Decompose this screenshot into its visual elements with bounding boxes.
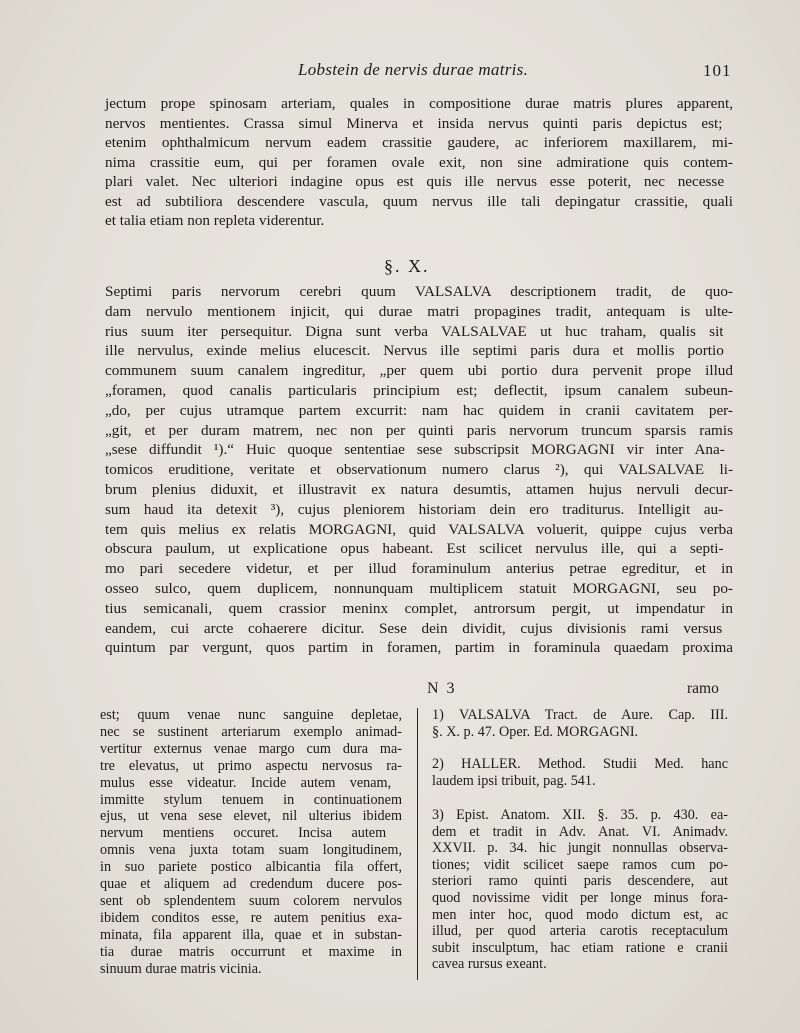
footnote-line: steriori ramo quinti paris descendere, aut: [432, 873, 728, 890]
text-line: tem quis melius ex relatis MORGAGNI, quid VALSALVA voluerit, quippe cujus verba: [105, 520, 733, 538]
continuation-line: vertitur externus venae margo cum dura ma-: [100, 740, 402, 757]
text-line: „sese diffundit ¹).“ Huic quoque sententiae sese subscripsit MORGAGNI vir inter Ana-: [105, 441, 725, 459]
text-line: „git, et per duram matrem, nec non per quinti paris nervorum truncum sparsis ramis: [105, 421, 733, 439]
signature-mark: N 3: [427, 680, 457, 697]
text-line: eandem, cui arcte cohaerere dicitur. Sese dein dividit, cujus divisionis rami versus: [105, 619, 723, 637]
column-divider: [417, 708, 418, 980]
footnote-line: laudem ipsi tribuit, pag. 541.: [432, 772, 596, 789]
continuation-line: tre elevatus, ut primo aspectu nervosus ra-: [100, 757, 402, 774]
footnote-line: tiones; vidit scilicet saepe ramos cum po-: [432, 856, 728, 873]
continuation-line: nervum mentiens occuret. Incisa autem: [100, 825, 387, 842]
text-line: osseo sulco, quem duplicem, nonnunquam multiplicem statuit MORGAGNI, seu po-: [105, 580, 733, 597]
text-line: brum plenius diduxit, et illustravit ex natura desumtis, attamen hujus nervuli decur-: [105, 481, 733, 498]
text-line: tius semicanali, quem crassior meninx complet, antrorsum pergit, ut impendatur in: [105, 599, 733, 617]
text-line: et talia etiam non repleta viderentur.: [105, 212, 325, 229]
section-heading: §. X.: [384, 256, 430, 276]
text-line: nima crassitie eum, qui per foramen ovale exit, non sine admiratione quis contem-: [105, 153, 733, 171]
running-head: [0, 60, 800, 84]
footnote-line: illud, per quod arteria carotis receptaculum: [432, 923, 728, 940]
text-line: obscura paulum, ut explicatione opus habeant. Est scilicet nervulus ille, qui a septi-: [105, 540, 724, 558]
catchword: ramo: [687, 680, 719, 697]
footnote-line: §. X. p. 47. Oper. Ed. MORGAGNI.: [432, 723, 639, 740]
continuation-line: est; quum venae nunc sanguine depletae,: [100, 707, 402, 723]
running-title: Lobstein de nervis durae matris.: [298, 60, 529, 79]
footnote-line: subit insculptum, hac etiam ratione e cranii: [432, 939, 728, 956]
continuation-line: sinuum durae matris vicinia.: [100, 960, 262, 977]
footnote-line: cavea rursus exeant.: [432, 956, 547, 973]
page-number: 101: [703, 61, 732, 80]
text-line: sum haud ita detexit ³), cujus pleniorem historiam dein ero traditurus. Intelligit au-: [105, 500, 724, 518]
text-line: tomicos eruditione, veritate et observationum numero clarus ²), qui VALSALVAE li-: [105, 461, 733, 479]
continuation-line: ibidem conditos esse, re autem penitius exa-: [100, 909, 402, 926]
continuation-line: quae et aliquem ad credendum ducere pos-: [100, 876, 402, 892]
text-line: communem suum canalem ingreditur, „per quem ubi portio dura pervenit prope illud: [105, 362, 733, 380]
continuation-line: sent ob splendentem suum colorem nervulos: [100, 892, 402, 909]
text-line: Septimi paris nervorum cerebri quum VALSALVA descriptionem tradit, de quo-: [105, 283, 733, 300]
continuation-line: nec se sustinent arteriarum exemplo animad-: [100, 723, 402, 740]
text-line: ille nervulus, exinde melius elucescit. Nervus ille septimi paris dura et mollis portio: [105, 342, 724, 360]
continuation-line: tia durae matris occurrunt et maxime in: [100, 943, 402, 960]
footnote-line: 1) VALSALVA Tract. de Aure. Cap. III.: [432, 707, 728, 723]
text-line: plari valet. Nec ulteriori indagine opus est quis ille nervus esse poterit, nec necesse: [105, 173, 725, 190]
continuation-line: in suo pariete postico albicantia fila offert,: [100, 859, 402, 876]
footnote-line: 3) Epist. Anatom. XII. §. 35. p. 430. ea-: [432, 807, 728, 823]
text-line: „foramen, quod canalis particularis principium est; deflectit, ipsum canalem subeun-: [105, 382, 733, 399]
text-line: jectum prope spinosam arteriam, quales in compositione durae matris plures apparent,: [105, 95, 733, 112]
footnote-line: dem et tradit in Adv. Anat. VI. Animadv.: [432, 823, 728, 840]
continuation-line: immitte stylum tenuem in continuationem: [100, 791, 402, 808]
text-line: rius suum iter persequitur. Digna sunt verba VALSALVAE ut huc traham, qualis sit: [105, 322, 724, 340]
footnote-line: 2) HALLER. Method. Studii Med. hanc: [432, 756, 728, 772]
footnote-line: quod novissime vidit per longe minus fora-: [432, 890, 728, 906]
text-line: est ad subtiliora descendere vascula, quum nervus ille tali depingatur crassitie, quali: [105, 192, 733, 210]
continuation-line: omnis vena juxta totam suam longitudinem,: [100, 842, 402, 859]
footnote-line: men inter hoc, quod modo dictum est, ac: [432, 906, 728, 923]
text-line: mo pari secedere videtur, et per illud foraminulum anterius petrae egreditur, et in: [105, 560, 733, 578]
continuation-line: ejus, ut vena sese elevet, nil ulterius ibidem: [100, 808, 402, 825]
text-line: dam nervulo mentionem injicit, qui durae matri propagines tradit, antequam is ulte-: [105, 302, 733, 320]
text-line: quintum par vergunt, quos partim in foramen, partim in foraminula quaedam proxima: [105, 639, 733, 657]
text-line: etenim ophthalmicum nervum eadem crassitie gaudere, ac inferiorem maxillarem, mi-: [105, 134, 733, 151]
text-line: „do, per cujus utramque partem excurrit: nam hac quidem in cranii cavitatem per-: [105, 401, 733, 419]
footnote-line: XXVII. p. 34. hic jungit nonnullas observa-: [432, 840, 728, 857]
continuation-line: mulus esse videatur. Incide autem venam,: [100, 774, 392, 791]
text-line: nervos mentientes. Crassa simul Minerva et insida nervus quinti paris depictus est;: [105, 114, 723, 132]
continuation-line: minata, fila apparent illa, quae et in substan-: [100, 926, 402, 943]
